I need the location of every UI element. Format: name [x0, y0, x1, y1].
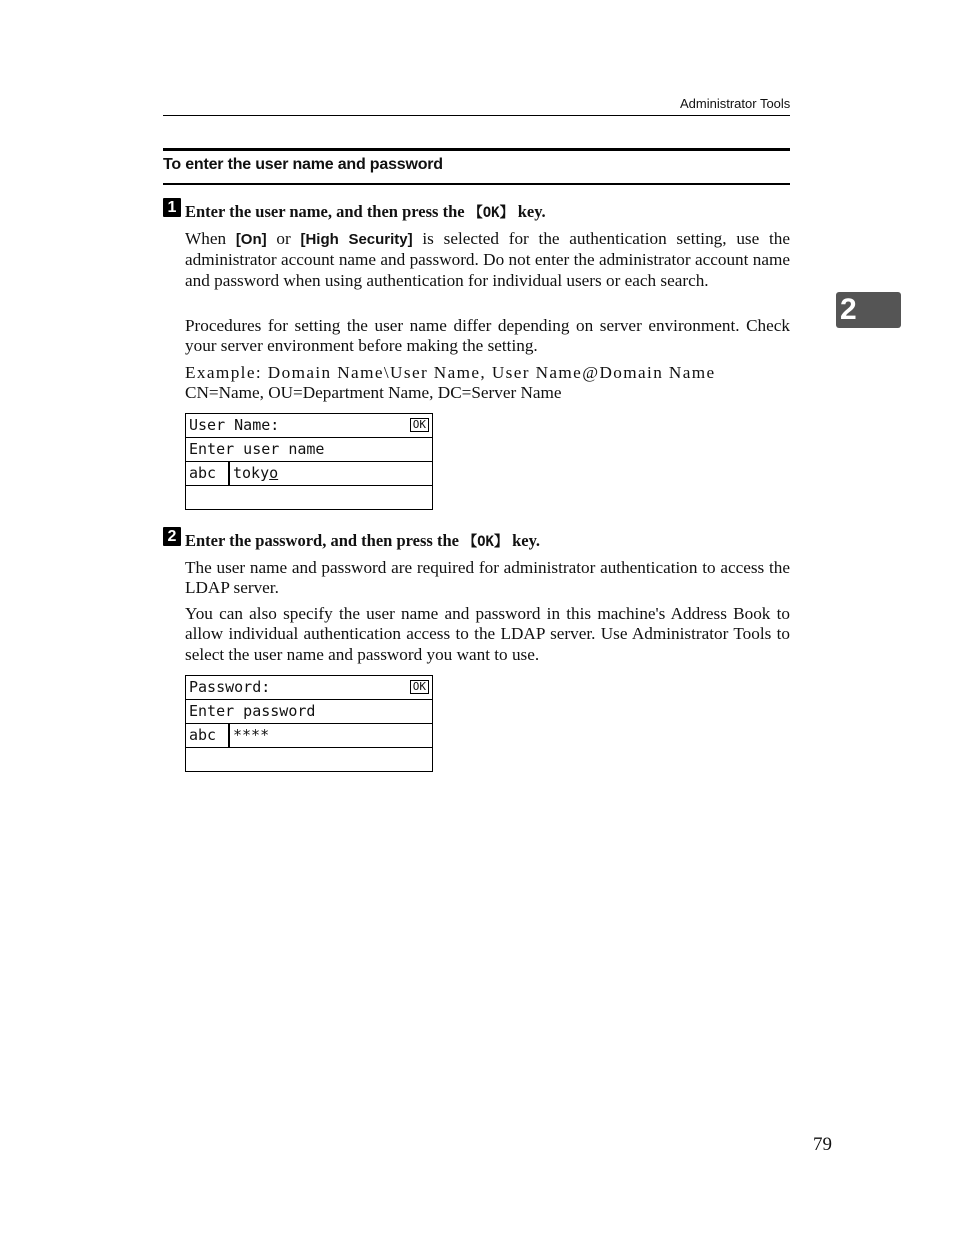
step-1-heading-text: Enter the user name, and then press the — [185, 202, 469, 221]
lcd-password-screen — [185, 675, 433, 772]
lcd-input-mode: abc — [189, 464, 217, 482]
para-text: When — [185, 229, 236, 248]
lcd-prompt: Enter user name — [189, 440, 325, 458]
high-security-setting-label: [High Security] — [300, 231, 413, 248]
lcd-input-mode: abc — [189, 726, 217, 744]
ok-key-label: 【OK】 — [468, 205, 514, 221]
lcd-ok-button[interactable]: OK — [410, 680, 429, 694]
lcd-divider — [228, 462, 230, 485]
para-text: or — [266, 229, 301, 248]
on-setting-label: [On] — [235, 231, 267, 248]
section-rule-bottom — [163, 183, 790, 185]
lcd-input-text: toky — [233, 464, 270, 482]
section-rule-top — [163, 148, 790, 151]
example-line-2: CN=Name, OU=Department Name, DC=Server Name — [185, 383, 562, 403]
lcd-prompt: Enter password — [189, 702, 316, 720]
lcd-input-row — [186, 462, 432, 486]
lcd-cursor-char: o — [269, 464, 279, 482]
lcd-divider — [228, 724, 230, 747]
step-2-number: 2 — [163, 527, 181, 546]
lcd-ok-button[interactable]: OK — [410, 418, 429, 432]
ok-key-label: 【OK】 — [463, 534, 508, 550]
lcd-password-value: **** — [233, 726, 270, 744]
step-2-paragraph-1: The user name and password are required for administrator authentication to access the LDAP server. — [185, 558, 790, 598]
lcd-empty-row — [186, 486, 432, 509]
step-1-example — [185, 363, 790, 404]
step-1-heading — [185, 202, 546, 222]
lcd-prompt-row — [186, 700, 432, 724]
step-2-paragraph-2: You can also specify the user name and password in this machine's Address Book to allow individual authentication access to the LDAP server. Use Administrator Tools to select the user name and password you want to use. — [185, 604, 790, 664]
running-header: Administrator Tools — [680, 96, 791, 111]
page-number: 79 — [813, 1134, 832, 1155]
lcd-title: Password: — [189, 678, 271, 696]
para-text: is selected for the authentication setting, use the administrator account name and password. Do not enter the administrator account name and password when using authentication for individual users or each search. — [185, 229, 790, 290]
step-2-heading-text: Enter the password, and then press the — [185, 531, 464, 550]
step-1-paragraph-2: Procedures for setting the user name differ depending on server environment. Check your server environment before making the setting. — [185, 316, 790, 356]
lcd-input-row — [186, 724, 432, 748]
step-1-number: 1 — [163, 198, 181, 217]
lcd-empty-row — [186, 748, 432, 771]
step-1-paragraph-1 — [185, 229, 790, 291]
header-rule — [163, 115, 790, 116]
step-1-heading-tail: key. — [513, 202, 546, 221]
lcd-title-row — [186, 676, 432, 700]
lcd-user-name-screen — [185, 413, 433, 510]
lcd-prompt-row — [186, 438, 432, 462]
example-line-1: Example: Domain Name\User Name, User Name@Domain Name — [185, 363, 716, 382]
step-2-heading-tail: key. — [507, 531, 541, 550]
lcd-input-value — [233, 462, 278, 485]
lcd-title: User Name: — [189, 416, 280, 434]
section-title: To enter the user name and password — [163, 156, 443, 173]
chapter-tab: 2 — [836, 292, 901, 328]
lcd-title-row — [186, 414, 432, 438]
step-2-heading — [185, 531, 540, 551]
